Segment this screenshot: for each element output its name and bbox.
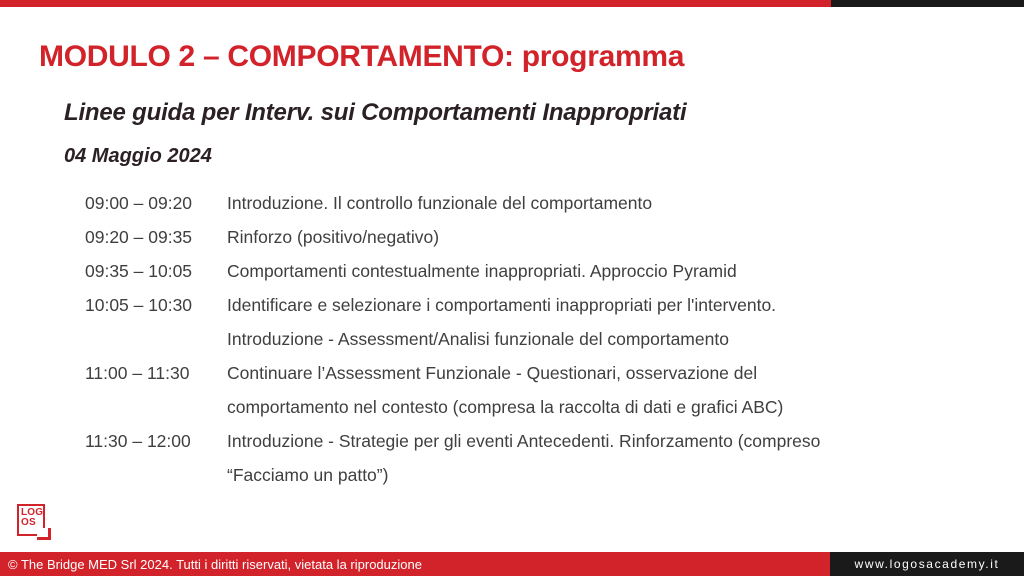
schedule-row [85,356,973,424]
schedule-time: 10:05 – 10:30 [85,295,193,315]
footer-bar [0,552,1024,576]
schedule-list [85,186,973,492]
schedule-time: 11:30 – 12:00 [85,431,191,451]
top-bar-black-segment [831,0,1024,7]
top-bar-red-segment [0,0,831,7]
schedule-description [227,356,973,424]
schedule-time: 09:20 – 09:35 [85,227,193,247]
logo-text-line1: LOG [21,507,44,518]
schedule-description-line: Comportamenti contestualmente inappropriati. Approccio Pyramid [227,261,737,281]
schedule-time: 09:00 – 09:20 [85,193,193,213]
schedule-row [85,254,973,288]
slide-date: 04 Maggio 2024 [64,145,212,167]
schedule-description-line: Introduzione - Strategie per gli eventi Antecedenti. Rinforzamento (compreso [227,431,821,451]
slide-title: MODULO 2 – COMPORTAMENTO: programma [39,40,685,73]
schedule-description-line: Rinforzo (positivo/negativo) [227,227,440,247]
schedule-description-line: comportamento nel contesto (compresa la raccolta di dati e grafici ABC) [227,397,784,417]
schedule-description-line: Identificare e selezionare i comportamenti inappropriati per l'intervento. [227,295,777,315]
slide-subtitle: Linee guida per Interv. sui Comportamenti Inappropriati [64,99,687,126]
schedule-description [227,424,973,492]
logo-text-line2: OS [21,517,36,528]
schedule-row [85,424,973,492]
schedule-description-line: Introduzione - Assessment/Analisi funzionale del comportamento [227,329,729,349]
schedule-description [227,220,973,254]
footer-website-link: www.logosacademy.it [830,552,1024,576]
schedule-description-line: Introduzione. Il controllo funzionale del comportamento [227,193,653,213]
schedule-description [227,186,973,220]
schedule-time: 09:35 – 10:05 [85,261,193,281]
footer-copyright: © The Bridge MED Srl 2024. Tutti i diritti riservati, vietata la riproduzione [0,552,830,576]
schedule-description [227,288,973,356]
logo-corner-mark [37,528,51,540]
schedule-time: 11:00 – 11:30 [85,363,190,383]
top-accent-bar [0,0,1024,7]
schedule-row [85,220,973,254]
schedule-description-line: Continuare l’Assessment Funzionale - Questionari, osservazione del [227,363,758,383]
schedule-row [85,186,973,220]
schedule-description [227,254,973,288]
logos-logo [17,504,55,546]
schedule-description-line: “Facciamo un patto”) [227,465,389,485]
schedule-row [85,288,973,356]
